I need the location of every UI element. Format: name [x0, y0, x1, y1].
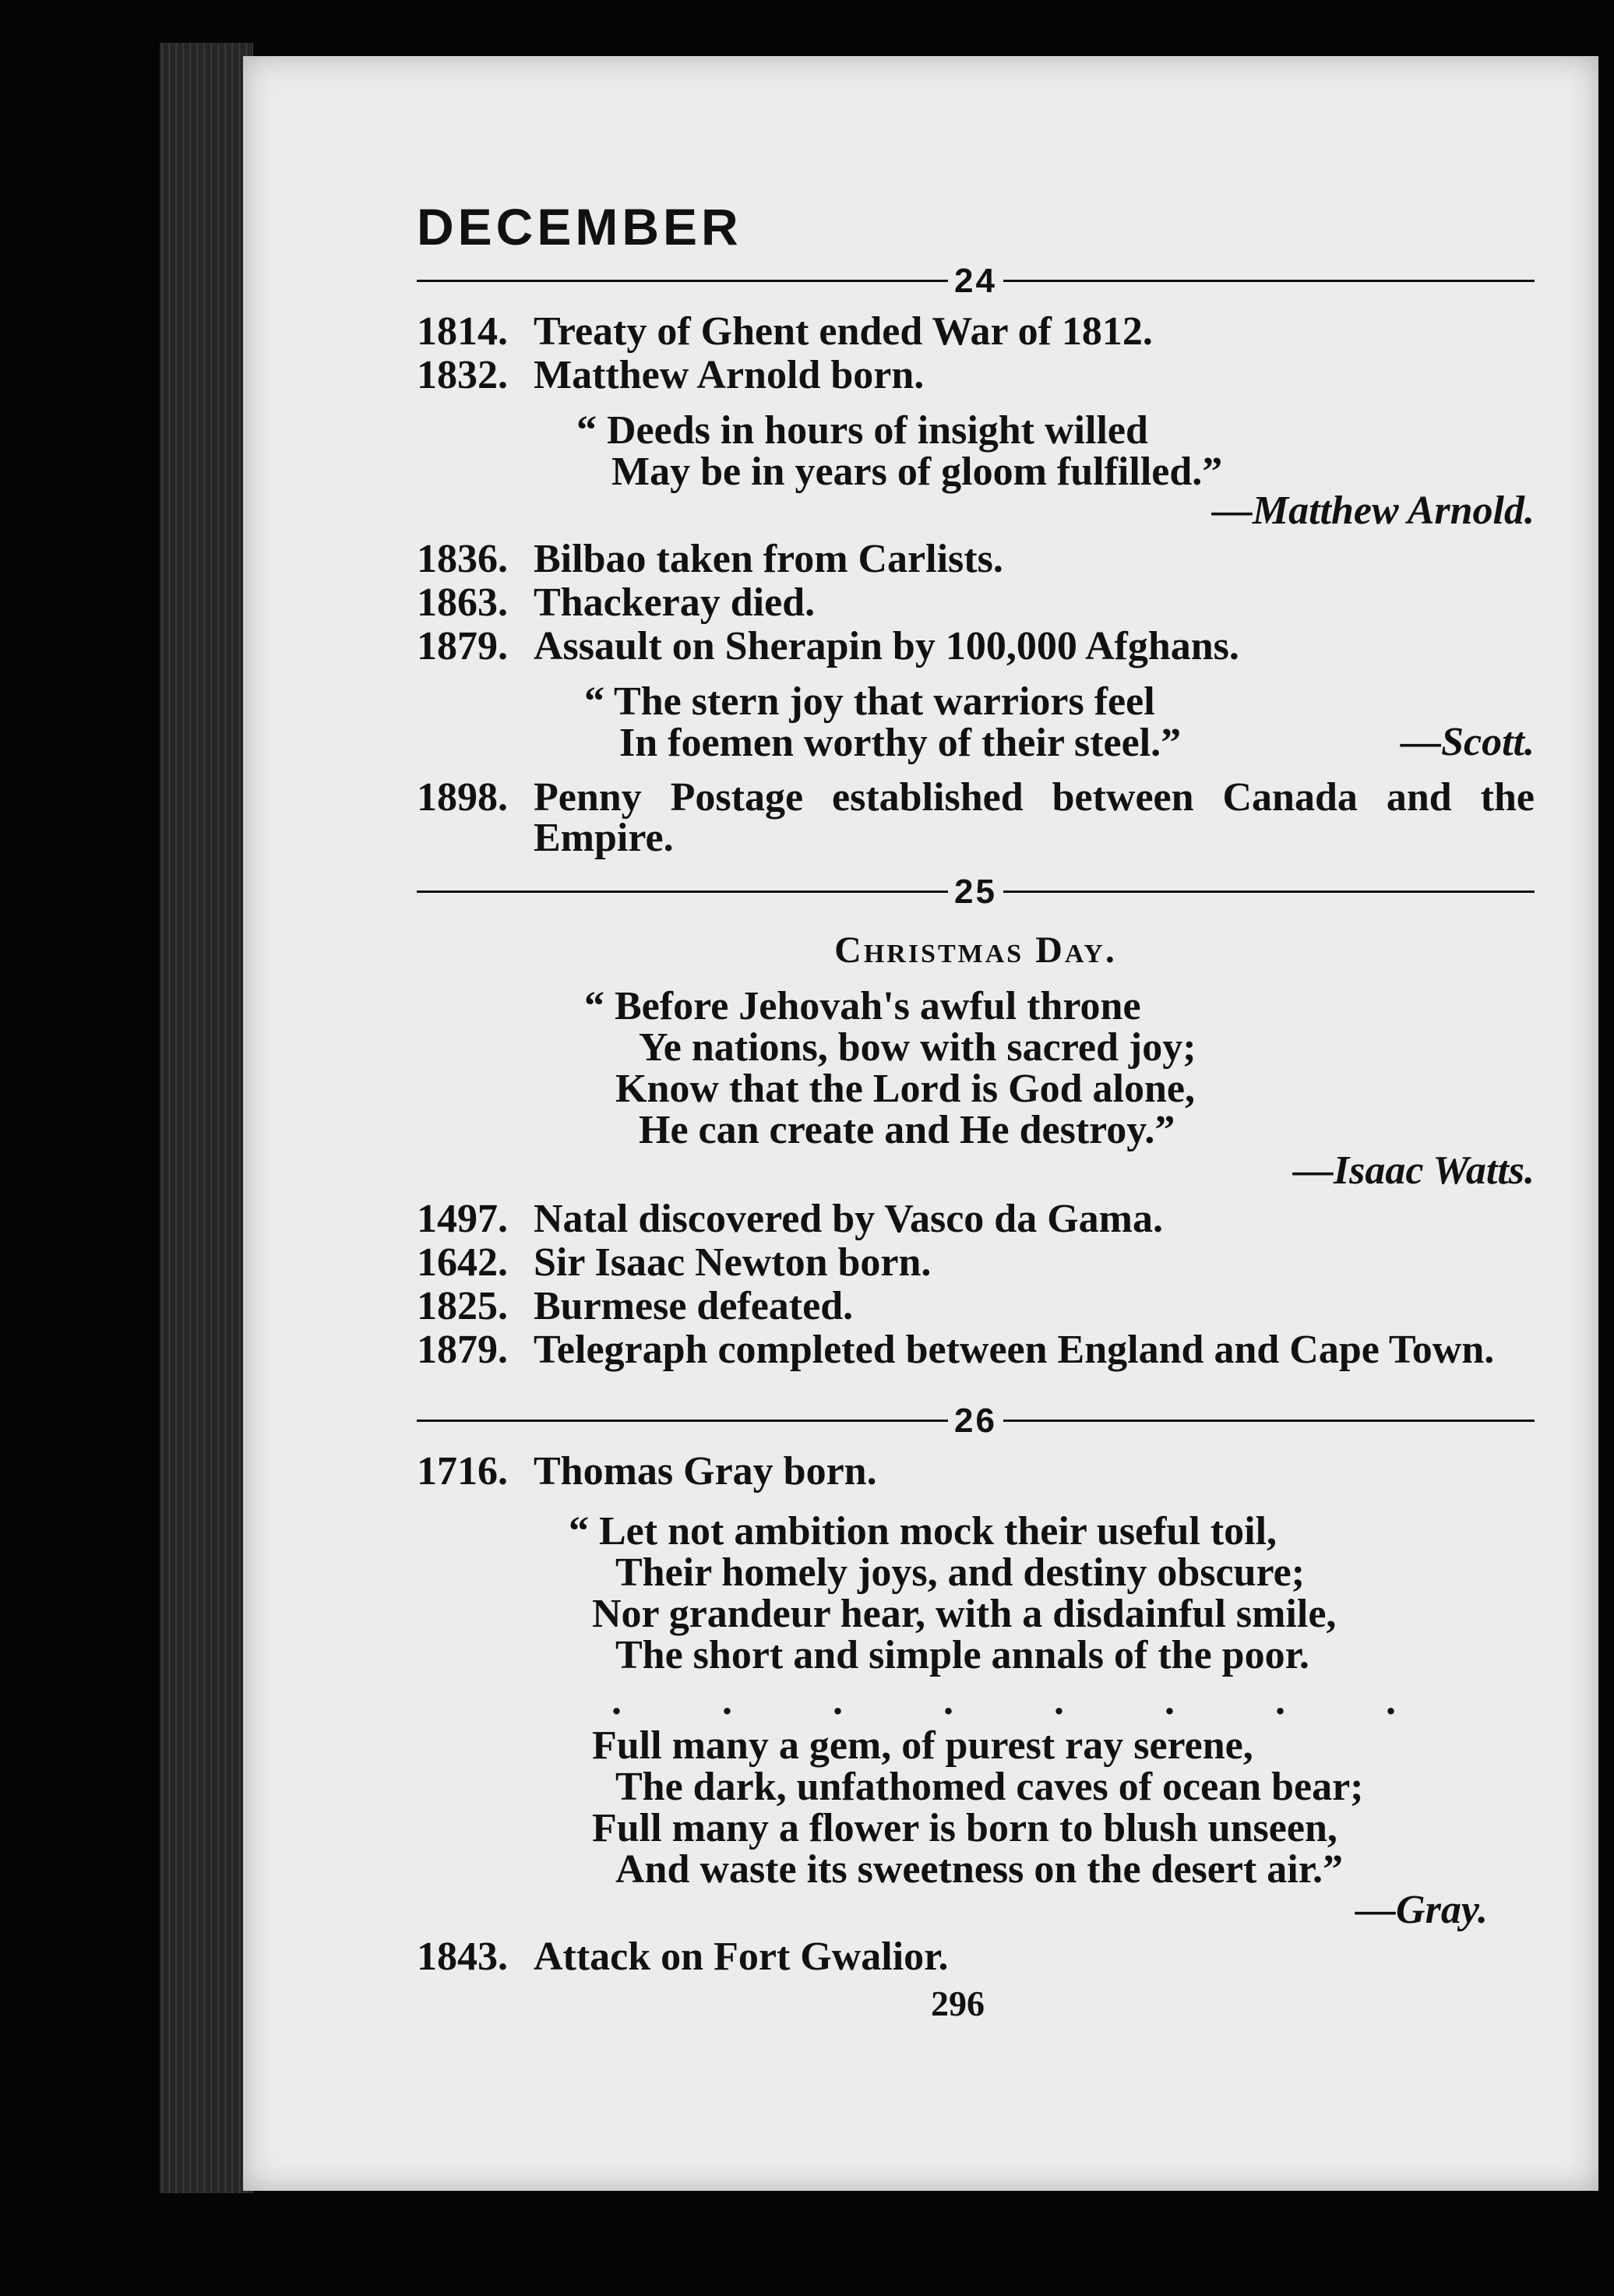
quote-line: Nor grandeur hear, with a disdainful smile, — [592, 1591, 1337, 1636]
quote-attribution: —Matthew Arnold. — [1211, 488, 1535, 533]
quote-line: The dark, unfathomed caves of ocean bear; — [615, 1764, 1364, 1809]
quote-attribution: —Gray. — [1355, 1887, 1488, 1932]
quote-line: “ Before Jehovah's awful throne — [584, 983, 1141, 1028]
entry-year: 1898. — [417, 774, 508, 820]
quote-line: “ Deeds in hours of insight willed — [576, 407, 1148, 453]
entry-year: 1863. — [417, 580, 508, 625]
divider-rule — [417, 891, 948, 893]
quote-line: “ The stern joy that warriors feel — [584, 679, 1155, 724]
entry-year: 1832. — [417, 352, 508, 397]
entry-year: 1879. — [417, 623, 508, 668]
quote-line: Ye nations, bow with sacred joy; — [639, 1025, 1196, 1070]
divider-rule — [417, 280, 948, 282]
list-item — [417, 1448, 1535, 1494]
quote-block — [569, 1508, 1535, 1677]
list-item — [417, 580, 1535, 625]
entry-year: 1836. — [417, 536, 508, 581]
quote-line: May be in years of gloom fulfilled.” — [611, 449, 1223, 494]
list-item — [417, 1934, 1535, 1979]
entry-year: 1642. — [417, 1240, 508, 1285]
day-number: 25 — [954, 872, 997, 911]
quote-line: Their homely joys, and destiny obscure; — [615, 1550, 1306, 1595]
entry-text: Matthew Arnold born. — [534, 352, 925, 397]
divider-rule — [417, 1420, 948, 1422]
divider-rule — [1003, 1420, 1535, 1422]
divider-rule — [1003, 280, 1535, 282]
entry-year: 1843. — [417, 1934, 508, 1979]
day-divider-25 — [417, 873, 1535, 912]
entry-text: Natal discovered by Vasco da Gama. — [534, 1196, 1163, 1241]
entry-text: Penny Postage established between Canada and the Empire. — [534, 774, 1535, 860]
list-item — [417, 623, 1535, 668]
day-divider-26 — [417, 1402, 1535, 1441]
entry-text: Thackeray died. — [534, 580, 816, 625]
entry-year: 1879. — [417, 1327, 508, 1372]
page-number: 296 — [931, 1984, 985, 2023]
entry-year: 1716. — [417, 1448, 508, 1494]
entry-text: Treaty of Ghent ended War of 1812. — [534, 309, 1153, 354]
day-number: 26 — [954, 1401, 997, 1440]
list-item — [417, 352, 1535, 397]
month-heading: DECEMBER — [417, 198, 742, 256]
quote-line: Full many a flower is born to blush unseen, — [592, 1805, 1337, 1850]
quote-line: “ Let not ambition mock their useful toil, — [569, 1508, 1277, 1554]
entry-year: 1814. — [417, 309, 508, 354]
entry-year: 1497. — [417, 1196, 508, 1241]
entry-text: Bilbao taken from Carlists. — [534, 536, 1003, 581]
ellipsis-dots: . . . . . . . . — [611, 1678, 1441, 1723]
list-item — [417, 1196, 1535, 1241]
quote-line: Know that the Lord is God alone, — [615, 1066, 1195, 1111]
list-item — [417, 1327, 1535, 1372]
quote-block — [592, 1725, 1535, 1890]
quote-block — [584, 983, 1535, 1152]
entry-text: Burmese defeated. — [534, 1283, 854, 1328]
quote-line: He can create and He destroy.” — [639, 1107, 1175, 1152]
book-spine-edge — [160, 43, 253, 2193]
quote-attribution: —Isaac Watts. — [1292, 1148, 1535, 1193]
quote-line: The short and simple annals of the poor. — [615, 1632, 1309, 1677]
day-number: 24 — [954, 261, 997, 300]
quote-line: And waste its sweetness on the desert air.” — [615, 1846, 1344, 1892]
entry-year: 1825. — [417, 1283, 508, 1328]
list-item — [417, 309, 1535, 354]
holiday-heading: Christmas Day. — [834, 929, 1117, 971]
quote-line: Full many a gem, of purest ray serene, — [592, 1723, 1253, 1768]
entry-text: Attack on Fort Gwalior. — [534, 1934, 949, 1979]
entry-text: Thomas Gray born. — [534, 1448, 877, 1494]
entry-text: Telegraph completed between England and Cape Town. — [534, 1327, 1495, 1372]
list-item — [417, 536, 1535, 581]
quote-line: In foemen worthy of their steel.” — [619, 720, 1182, 765]
list-item — [417, 1240, 1535, 1285]
quote-attribution: —Scott. — [1401, 719, 1535, 764]
list-item — [417, 774, 1535, 860]
entry-text: Assault on Sherapin by 100,000 Afghans. — [534, 623, 1239, 668]
list-item — [417, 1283, 1535, 1328]
quote-block — [576, 407, 1535, 494]
day-divider-24 — [417, 262, 1535, 301]
page-content — [417, 199, 1535, 1980]
divider-rule — [1003, 891, 1535, 893]
quote-block — [584, 681, 1535, 764]
entry-text: Sir Isaac Newton born. — [534, 1240, 932, 1285]
